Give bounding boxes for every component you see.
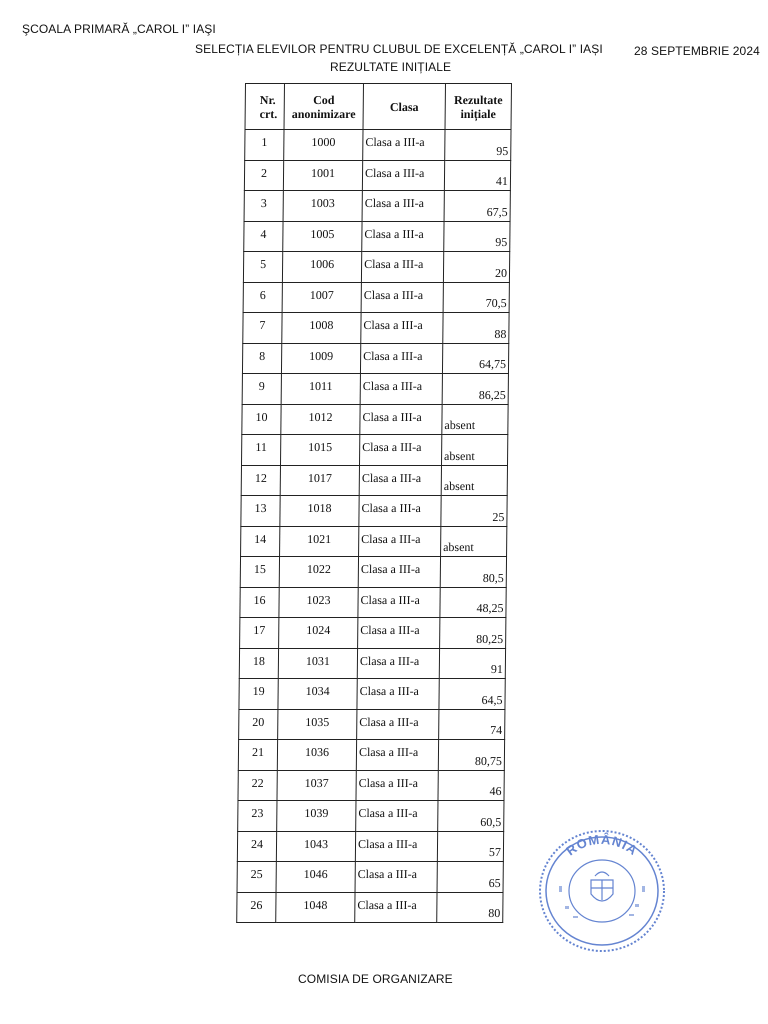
- table-row: [237, 831, 503, 862]
- results-table: [236, 83, 512, 923]
- row-result: 57: [437, 831, 503, 862]
- row-result: 46: [438, 770, 504, 801]
- row-class: Clasa a III-a: [359, 526, 441, 557]
- school-stamp: [537, 828, 667, 954]
- row-class: Clasa a III-a: [359, 435, 441, 466]
- row-class: Clasa a III-a: [355, 892, 437, 923]
- table-row: [239, 709, 505, 740]
- row-number: 23: [238, 801, 277, 832]
- row-result: 41: [444, 160, 510, 191]
- row-result: absent: [441, 435, 507, 466]
- stamp-text: ROMÂNIA: [563, 831, 641, 859]
- row-result: absent: [441, 465, 507, 496]
- row-code: 1008: [282, 313, 361, 344]
- row-code: 1039: [277, 801, 356, 832]
- row-number: 10: [242, 404, 281, 435]
- row-number: 2: [244, 160, 283, 191]
- row-code: 1003: [283, 191, 362, 222]
- table-row: [240, 587, 506, 618]
- row-result: 64,75: [442, 343, 508, 374]
- row-class: Clasa a III-a: [356, 801, 438, 832]
- row-class: Clasa a III-a: [356, 770, 438, 801]
- row-number: 4: [244, 221, 283, 252]
- row-code: 1023: [279, 587, 358, 618]
- table-row: [243, 313, 509, 344]
- row-class: Clasa a III-a: [358, 618, 440, 649]
- table-row: [242, 343, 508, 374]
- row-class: Clasa a III-a: [357, 709, 439, 740]
- row-class: Clasa a III-a: [357, 679, 439, 710]
- table-row: [238, 770, 504, 801]
- svg-text:ROMÂNIA: [563, 832, 641, 859]
- table-row: [240, 557, 506, 588]
- row-number: 7: [243, 313, 282, 344]
- row-result: 88: [443, 313, 509, 344]
- row-code: 1009: [281, 343, 360, 374]
- row-code: 1012: [281, 404, 360, 435]
- row-number: 13: [241, 496, 280, 527]
- row-code: 1024: [279, 618, 358, 649]
- row-code: 1001: [283, 160, 362, 191]
- table-row: [237, 862, 503, 893]
- row-result: 65: [437, 862, 503, 893]
- column-header-clasa: Clasa: [363, 84, 445, 130]
- row-number: 6: [243, 282, 282, 313]
- row-number: 9: [242, 374, 281, 405]
- row-number: 3: [244, 191, 283, 222]
- row-number: 21: [238, 740, 277, 771]
- table-row: [239, 679, 505, 710]
- table-row: [237, 892, 503, 923]
- row-result: 80,5: [440, 557, 506, 588]
- row-number: 14: [241, 526, 280, 557]
- table-row: [238, 740, 504, 771]
- table-row: [244, 160, 510, 191]
- row-number: 12: [241, 465, 280, 496]
- row-code: 1018: [280, 496, 359, 527]
- row-class: Clasa a III-a: [359, 496, 441, 527]
- row-result: 91: [439, 648, 505, 679]
- row-number: 5: [243, 252, 282, 283]
- row-result: 70,5: [443, 282, 509, 313]
- row-result: 80,75: [438, 740, 504, 771]
- row-class: Clasa a III-a: [359, 465, 441, 496]
- row-result: 80,25: [440, 618, 506, 649]
- row-class: Clasa a III-a: [355, 831, 437, 862]
- table-row: [241, 496, 507, 527]
- row-code: 1048: [276, 892, 355, 923]
- document-date: 28 SEPTEMBRIE 2024: [634, 44, 760, 58]
- document-heading: REZULTATE INIȚIALE: [330, 60, 452, 74]
- document-subtitle: SELECȚIA ELEVILOR PENTRU CLUBUL DE EXCELENȚĂ „CAROL I” IAȘI: [195, 42, 603, 56]
- row-class: Clasa a III-a: [358, 557, 440, 588]
- table-row: [241, 526, 507, 557]
- row-number: 11: [241, 435, 280, 466]
- school-name: ŞCOALA PRIMARĂ „CAROL I” IAŞI: [22, 22, 216, 36]
- row-code: 1034: [278, 679, 357, 710]
- row-class: Clasa a III-a: [362, 221, 444, 252]
- row-code: 1046: [276, 862, 355, 893]
- row-result: 64,5: [439, 679, 505, 710]
- row-class: Clasa a III-a: [360, 343, 442, 374]
- row-number: 19: [239, 679, 278, 710]
- document-footer: COMISIA DE ORGANIZARE: [298, 972, 453, 986]
- row-number: 22: [238, 770, 277, 801]
- row-number: 26: [237, 892, 276, 923]
- row-result: 25: [441, 496, 507, 527]
- row-class: Clasa a III-a: [357, 648, 439, 679]
- table-row: [245, 130, 511, 161]
- table-row: [243, 282, 509, 313]
- row-result: 20: [443, 252, 509, 283]
- row-class: Clasa a III-a: [362, 191, 444, 222]
- row-class: Clasa a III-a: [356, 740, 438, 771]
- table-row: [241, 465, 507, 496]
- table-row: [241, 435, 507, 466]
- row-code: 1021: [280, 526, 359, 557]
- row-result: 95: [445, 130, 511, 161]
- row-result: 74: [439, 709, 505, 740]
- row-number: 24: [237, 831, 276, 862]
- row-code: 1043: [276, 831, 355, 862]
- table-row: [240, 618, 506, 649]
- row-number: 25: [237, 862, 276, 893]
- row-number: 17: [240, 618, 279, 649]
- row-class: Clasa a III-a: [360, 374, 442, 405]
- row-code: 1031: [278, 648, 357, 679]
- row-result: 48,25: [440, 587, 506, 618]
- row-code: 1015: [280, 435, 359, 466]
- table-row: [243, 252, 509, 283]
- row-number: 18: [239, 648, 278, 679]
- row-number: 8: [242, 343, 281, 374]
- row-code: 1006: [282, 252, 361, 283]
- row-code: 1022: [279, 557, 358, 588]
- row-number: 15: [240, 557, 279, 588]
- row-class: Clasa a III-a: [362, 160, 444, 191]
- column-header-rezultate: Rezultate inițiale: [445, 84, 511, 130]
- row-result: 67,5: [444, 191, 510, 222]
- row-class: Clasa a III-a: [363, 130, 445, 161]
- table-row: [244, 191, 510, 222]
- row-number: 16: [240, 587, 279, 618]
- table-row: [244, 221, 510, 252]
- row-code: 1007: [282, 282, 361, 313]
- row-code: 1011: [281, 374, 360, 405]
- row-result: 80: [437, 892, 503, 923]
- coat-of-arms-icon: [591, 872, 613, 901]
- row-class: Clasa a III-a: [355, 862, 437, 893]
- row-result: absent: [441, 526, 507, 557]
- row-class: Clasa a III-a: [361, 282, 443, 313]
- row-code: 1000: [284, 130, 363, 161]
- table-row: [242, 404, 508, 435]
- table-header-row: [245, 84, 511, 130]
- table-row: [239, 648, 505, 679]
- row-result: 60,5: [438, 801, 504, 832]
- row-result: 95: [444, 221, 510, 252]
- table-row: [238, 801, 504, 832]
- column-header-cod: Cod anonimizare: [284, 84, 363, 130]
- row-class: Clasa a III-a: [358, 587, 440, 618]
- row-result: absent: [442, 404, 508, 435]
- row-code: 1005: [283, 221, 362, 252]
- table-row: [242, 374, 508, 405]
- row-number: 1: [245, 130, 284, 161]
- row-code: 1035: [278, 709, 357, 740]
- row-class: Clasa a III-a: [361, 252, 443, 283]
- row-code: 1036: [277, 740, 356, 771]
- row-number: 20: [239, 709, 278, 740]
- column-header-nr: Nr. crt.: [245, 84, 284, 130]
- row-code: 1017: [280, 465, 359, 496]
- row-class: Clasa a III-a: [361, 313, 443, 344]
- row-class: Clasa a III-a: [360, 404, 442, 435]
- row-code: 1037: [277, 770, 356, 801]
- row-result: 86,25: [442, 374, 508, 405]
